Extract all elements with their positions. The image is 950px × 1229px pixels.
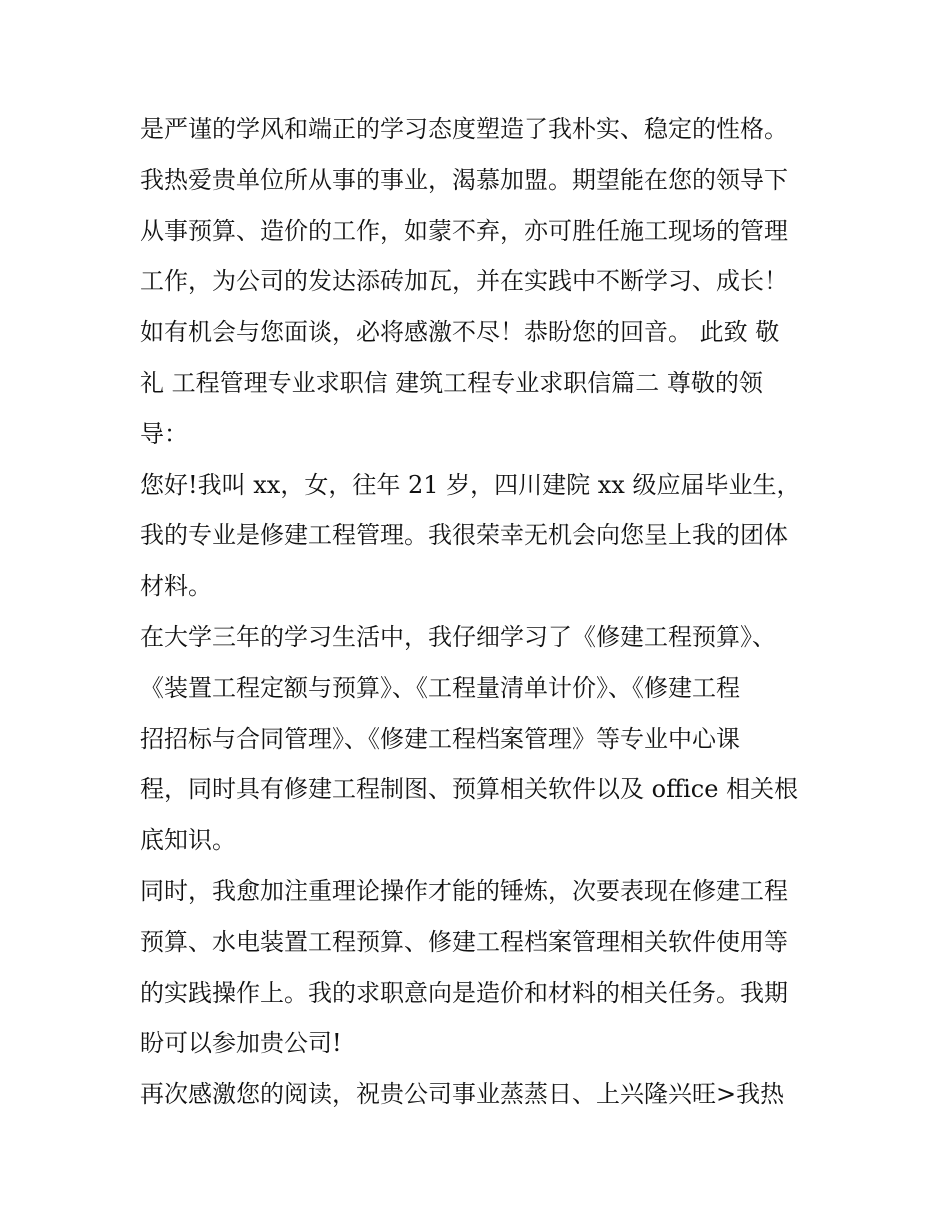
text-line: 《装置工程定额与预算》、《工程量清单计价》、《修建工程 [140,673,740,702]
text-line: 底知识。 [140,826,236,855]
text-line: 您好!我叫 xx，女，往年 21 岁，四川建院 xx 级应届毕业生， [140,470,801,499]
text-line: 我的专业是修建工程管理。我很荣幸无机会向您呈上我的团体 [140,521,788,550]
text-line: 预算、水电装置工程预算、修建工程档案管理相关软件使用等 [140,927,788,956]
text-line: 再次感激您的阅读，祝贵公司事业蒸蒸日、上兴隆兴旺>我热 [140,1080,785,1109]
text-line: 礼 工程管理专业求职信 建筑工程专业求职信篇二 尊敬的领 [140,368,763,397]
text-line: 工作，为公司的发达添砖加瓦，并在实践中不断学习、成长！ [140,267,788,296]
text-line: 盼可以参加贵公司! [140,1029,342,1058]
letter-body [140,104,820,1120]
text-line: 我热爱贵单位所从事的事业，渴慕加盟。期望能在您的领导下 [140,165,788,194]
text-line: 同时，我愈加注重理论操作才能的锤炼，次要表现在修建工程 [140,876,788,905]
text-line: 招招标与合同管理》、《修建工程档案管理》等专业中心课 [140,724,740,753]
text-line: 导： [140,419,188,448]
text-line: 从事预算、造价的工作，如蒙不弃，亦可胜任施工现场的管理 [140,216,788,245]
text-line: 如有机会与您面谈，必将感激不尽！恭盼您的回音。 此致 敬 [140,318,780,347]
text-line: 在大学三年的学习生活中，我仔细学习了《修建工程预算》、 [140,622,776,651]
text-line: 是严谨的学风和端正的学习态度塑造了我朴实、稳定的性格。 [140,115,788,143]
text-line: 的实践操作上。我的求职意向是造价和材料的相关任务。我期 [140,978,788,1007]
text-line: 程，同时具有修建工程制图、预算相关软件以及 office 相关根 [140,775,799,804]
text-line: 材料。 [140,572,212,601]
